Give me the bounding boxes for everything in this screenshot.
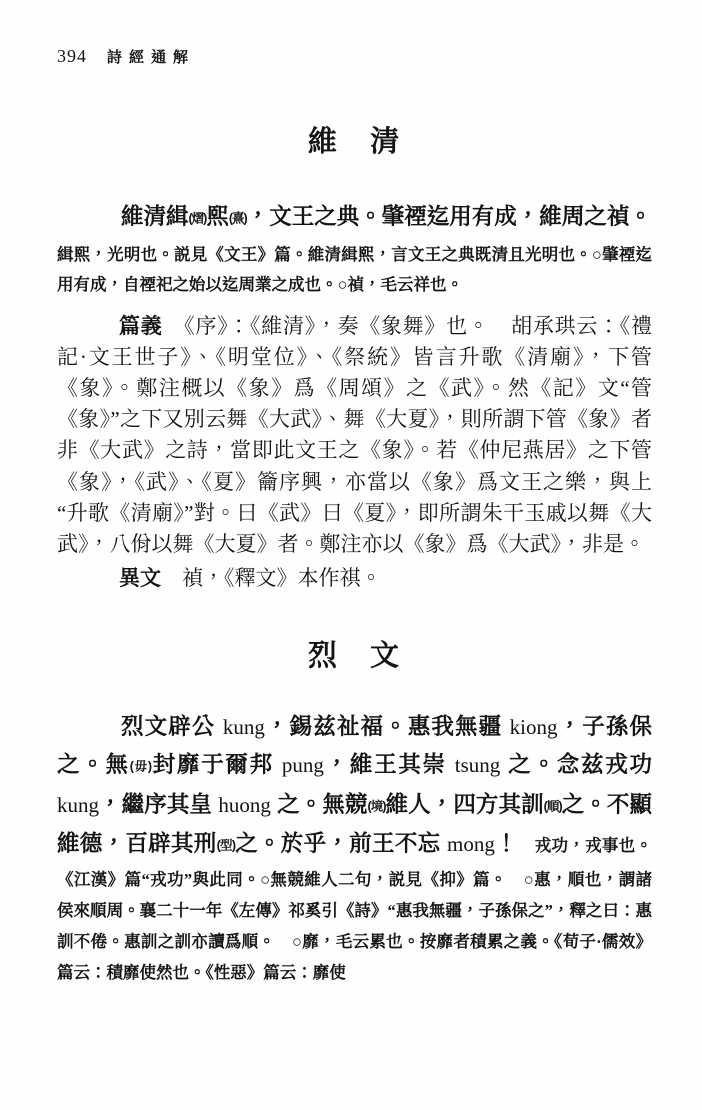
text-segment-verse: 之。不顯維德，百辟其刑: [57, 791, 652, 857]
text-segment-latin: kung: [222, 715, 265, 740]
text-segment-verse: 之。於乎，前王不忘: [234, 831, 447, 857]
text-segment-verse: 封靡于爾邦: [151, 752, 282, 778]
text-segment-paren: (型): [216, 838, 235, 853]
running-head: [57, 46, 652, 70]
section-weiqing: [57, 122, 652, 594]
text-segment-verse: ！: [494, 831, 518, 857]
text-segment-paren: (熹): [228, 211, 247, 226]
text-segment-lead: 篇義: [119, 314, 185, 338]
text-segment-latin: kung: [57, 792, 99, 817]
text-segment-verse: 之。念兹戎功: [500, 752, 652, 778]
verse-and-commentary-liewen: [57, 708, 652, 989]
poem-title-weiqing: 維 清: [307, 126, 401, 158]
text-segment-latin: mong: [446, 832, 495, 857]
book-title: 詩經通解: [107, 49, 196, 66]
text-segment-verse: 之。無競: [270, 791, 368, 817]
text-segment-verse: ，錫兹祉福。惠我無疆: [264, 714, 510, 740]
page-number: 394: [57, 46, 87, 66]
text-segment-verse: 烈文辟公: [121, 714, 223, 740]
text-segment-latin: huong: [218, 792, 271, 817]
commentary-weiqing: 緝熙，光明也。説見《文王》篇。維清緝熙，言文王之典既清且光明也。○肇禋迄用有成，自禋祀之始以迄周業之成也。○禎，毛云祥也。: [57, 244, 652, 294]
text-segment-verse: 維人，四方其訓: [385, 791, 544, 817]
text-segment-latin: tsung: [454, 753, 501, 778]
text-segment-latin: kiong: [509, 715, 558, 740]
text-segment-paren: (毋): [129, 759, 151, 774]
text-segment-latin: pung: [281, 753, 324, 778]
text-segment-paren: (熠): [188, 211, 207, 226]
section-liewen: [57, 636, 652, 989]
yiwen-paragraph: [57, 563, 652, 594]
text-segment-verse: ，子孫保之。無: [57, 714, 652, 778]
pianyi-paragraph: [57, 311, 652, 561]
text-segment-verse: ，文王之典。肇禋迄用有成，維周之禎。: [246, 204, 652, 229]
text-segment-note: 戎功，戎事也。《江漢》篇“戎功”與此同。○無競維人二句，説見《抑》篇。 ○惠，順也，謂諸侯來順周。襄二十一年《左傳》祁奚引《詩》“惠我無疆，子孫保之”，釋之曰：惠訓不倦。惠訓之訓亦讀爲順。 ○靡，毛云累也。按靡者積累之義。《荀子·儒效》篇云：積靡使然也。《性惡》篇云：靡使: [57, 836, 652, 982]
text-segment-verse: ，維王其崇: [323, 752, 455, 778]
text-segment-verse: 熙: [206, 204, 229, 229]
verse-weiqing: [57, 198, 652, 238]
text-segment-paren: (境): [367, 799, 386, 814]
text-segment-verse: ，繼序其皇: [99, 791, 219, 817]
text-segment-body: 《序》：《維清》，奏《象舞》也。 胡承珙云：《禮記·文王世子》、《明堂位》、《祭統》皆言升歌《清廟》，下管《象》。鄭注概以《象》爲《周頌》之《武》。然《記》文“管《象》”之下又別云舞《大武》、舞《大夏》，則所謂下管《象》者非《大武》之詩，當即此文王之《象》。若《仲尼燕居》之下管《象》，《武》、《夏》籥序興，亦當以《象》爲文王之樂，與上“升歌《清廟》”對。曰《武》曰《夏》，即所謂朱干玉戚以舞《大武》，八佾以舞《大夏》者。鄭注亦以《象》爲《大武》，非是。: [57, 313, 653, 556]
text-segment-lead: 異文: [119, 567, 182, 591]
text-segment-verse: 維清緝: [121, 204, 189, 229]
text-segment-body: 禎，《釋文》本作祺。: [182, 566, 382, 591]
poem-title-liewen: 烈 文: [307, 640, 401, 673]
text-segment-paren: (順): [543, 799, 562, 814]
